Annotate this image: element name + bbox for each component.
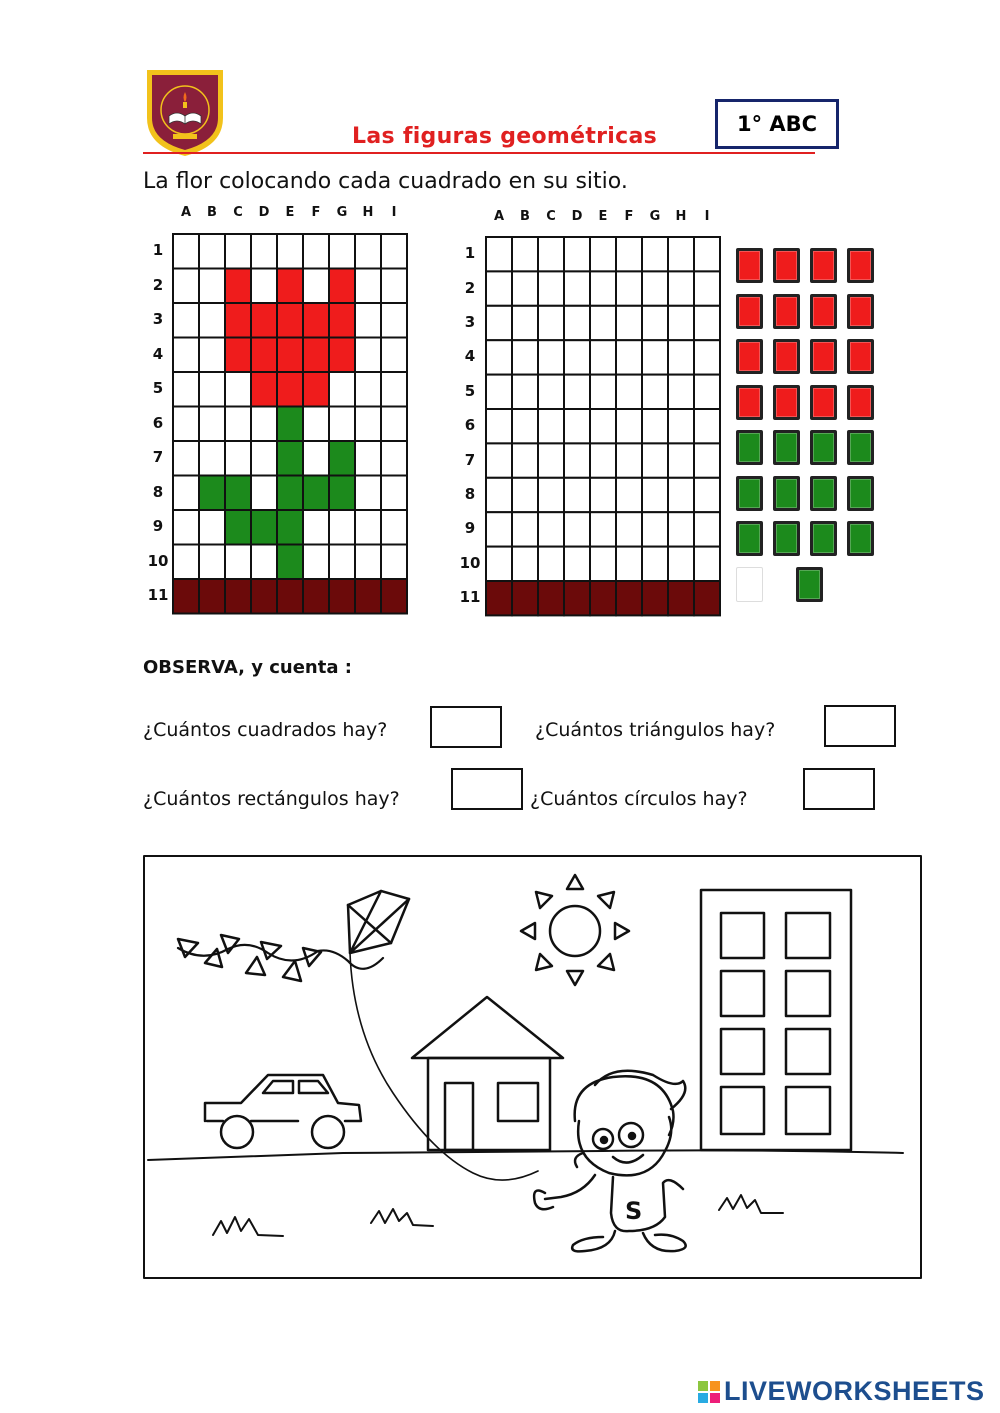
grid-cell[interactable]: [486, 306, 512, 340]
row-label: 11: [147, 586, 169, 605]
grid-cell: [173, 303, 199, 338]
grid-cell[interactable]: [616, 306, 642, 340]
grid-cell[interactable]: [642, 547, 668, 581]
grid-cell[interactable]: [486, 443, 512, 477]
grid-cell[interactable]: [694, 340, 720, 374]
grid-cell: [173, 510, 199, 545]
grid-cell: [251, 303, 277, 338]
green-tile[interactable]: [736, 521, 763, 556]
column-label: G: [649, 209, 661, 224]
grid-cell[interactable]: [486, 409, 512, 443]
column-label: C: [233, 205, 243, 220]
grid-cell: [251, 234, 277, 269]
grid-cell: [381, 338, 407, 373]
grid-cell[interactable]: [590, 409, 616, 443]
column-label: F: [624, 209, 634, 224]
grid-cell[interactable]: [668, 478, 694, 512]
grid-cell[interactable]: [642, 581, 668, 615]
grid-cell: [225, 579, 251, 614]
grid-cell: [329, 510, 355, 545]
row-label: 10: [459, 553, 481, 572]
grid-cell: [251, 269, 277, 304]
grid-cell[interactable]: [538, 271, 564, 305]
grid-cell: [225, 303, 251, 338]
grid-cell: [329, 303, 355, 338]
grid-cell[interactable]: [538, 581, 564, 615]
car: [205, 1075, 361, 1148]
grid-cell[interactable]: [694, 306, 720, 340]
grid-cell: [251, 441, 277, 476]
grid-cell[interactable]: [616, 547, 642, 581]
answer-triangles-input[interactable]: [824, 705, 896, 747]
grid-cell: [199, 510, 225, 545]
grid-cell: [225, 234, 251, 269]
grade-label: 1° ABC: [736, 112, 818, 136]
grid-cell: [303, 579, 329, 614]
column-label: H: [675, 209, 687, 224]
grid-cell: [381, 545, 407, 580]
grid-cell: [199, 303, 225, 338]
grid-cell: [199, 579, 225, 614]
grid-cell[interactable]: [590, 581, 616, 615]
row-label: 9: [464, 519, 476, 538]
grid-cell: [329, 579, 355, 614]
grid-cell: [277, 303, 303, 338]
grid-cell[interactable]: [564, 271, 590, 305]
grid-cell: [173, 407, 199, 442]
grid-cell: [355, 510, 381, 545]
grid-cell[interactable]: [538, 443, 564, 477]
grid-cell: [251, 510, 277, 545]
red-tile[interactable]: [847, 385, 874, 420]
green-tile[interactable]: [736, 430, 763, 465]
grid-cell[interactable]: [486, 512, 512, 546]
grid-cell: [225, 510, 251, 545]
grid-cell: [303, 338, 329, 373]
green-tile[interactable]: [736, 476, 763, 511]
child-with-kite: [534, 1071, 686, 1252]
grid-cell: [173, 269, 199, 304]
red-tile[interactable]: [736, 248, 763, 283]
grid-cell[interactable]: [512, 237, 538, 271]
column-label: D: [571, 209, 583, 224]
grid-cell[interactable]: [538, 375, 564, 409]
observe-heading: OBSERVA, y cuenta :: [143, 657, 352, 678]
grid-cell[interactable]: [694, 512, 720, 546]
grid-cell: [199, 476, 225, 511]
grid-cell: [303, 510, 329, 545]
grid-cell[interactable]: [694, 443, 720, 477]
grid-cell: [355, 372, 381, 407]
grid-cell[interactable]: [512, 512, 538, 546]
grid-cell[interactable]: [486, 581, 512, 615]
grid-cell: [381, 476, 407, 511]
column-label: A: [180, 205, 192, 220]
grid-cell: [225, 269, 251, 304]
grid-cell: [277, 338, 303, 373]
grid-cell[interactable]: [512, 547, 538, 581]
grid-cell: [355, 476, 381, 511]
question-rectangles: ¿Cuántos rectángulos hay?: [143, 788, 400, 810]
grid-cell: [277, 269, 303, 304]
grid-cell[interactable]: [512, 409, 538, 443]
grid-cell[interactable]: [668, 306, 694, 340]
grid-cell[interactable]: [694, 581, 720, 615]
grid-cell[interactable]: [616, 443, 642, 477]
grid-cell: [303, 476, 329, 511]
grid-cell[interactable]: [694, 409, 720, 443]
column-label: H: [362, 205, 374, 220]
tile-palette: [736, 248, 880, 628]
grid-cell[interactable]: [642, 271, 668, 305]
grid-cell: [303, 234, 329, 269]
row-label: 2: [152, 275, 164, 294]
grid-cell: [329, 269, 355, 304]
row-label: 2: [464, 278, 476, 297]
grid-cell[interactable]: [590, 306, 616, 340]
grid-cell: [225, 407, 251, 442]
row-label: 8: [464, 485, 476, 503]
green-tile[interactable]: [773, 476, 800, 511]
green-tile[interactable]: [847, 476, 874, 511]
worksheet-title: Las figuras geométricas: [352, 124, 658, 149]
grid-cell[interactable]: [590, 443, 616, 477]
grid-cell: [199, 545, 225, 580]
sun: [521, 875, 629, 985]
grid-cell: [173, 234, 199, 269]
grid-cell[interactable]: [616, 581, 642, 615]
red-tile[interactable]: [810, 294, 837, 329]
grid-cell: [251, 579, 277, 614]
grid-cell: [303, 269, 329, 304]
grid-cell[interactable]: [668, 271, 694, 305]
grid-cell[interactable]: [564, 409, 590, 443]
grid-cell[interactable]: [538, 409, 564, 443]
grid-cell[interactable]: [486, 478, 512, 512]
row-label: 3: [464, 313, 476, 331]
grid-cell[interactable]: [694, 375, 720, 409]
red-tile[interactable]: [810, 248, 837, 283]
answer-squares-input[interactable]: [430, 706, 502, 748]
house: [412, 997, 563, 1150]
grid-cell[interactable]: [642, 409, 668, 443]
grid-cell[interactable]: [668, 409, 694, 443]
kite: [348, 891, 538, 1180]
row-label: 4: [152, 344, 164, 363]
grid-cell[interactable]: [564, 581, 590, 615]
grid-cell[interactable]: [642, 512, 668, 546]
grid-cell: [303, 545, 329, 580]
grid-cell: [355, 338, 381, 373]
grid-cell[interactable]: [538, 340, 564, 374]
column-label: I: [704, 209, 710, 224]
grid-cell[interactable]: [590, 478, 616, 512]
grid-cell[interactable]: [564, 340, 590, 374]
grid-cell[interactable]: [642, 237, 668, 271]
grid-cell[interactable]: [590, 237, 616, 271]
grid-cell[interactable]: [642, 340, 668, 374]
red-tile[interactable]: [736, 339, 763, 374]
grid-cell: [381, 372, 407, 407]
grid-cell: [355, 234, 381, 269]
grid-cell[interactable]: [564, 443, 590, 477]
row-label: 5: [464, 381, 476, 400]
red-tile[interactable]: [847, 294, 874, 329]
row-label: 11: [459, 588, 481, 607]
grid-cell: [251, 476, 277, 511]
grid-cell[interactable]: [486, 375, 512, 409]
grid-cell: [355, 441, 381, 476]
grid-cell[interactable]: [564, 478, 590, 512]
grid-cell: [199, 338, 225, 373]
grid-cell: [199, 407, 225, 442]
grid-cell[interactable]: [616, 237, 642, 271]
grid-cell: [199, 269, 225, 304]
row-label: 1: [464, 244, 476, 263]
grid-cell[interactable]: [642, 478, 668, 512]
grid-cell[interactable]: [694, 237, 720, 271]
red-tile[interactable]: [773, 294, 800, 329]
column-label: I: [391, 205, 397, 220]
grid-cell: [381, 510, 407, 545]
grid-cell[interactable]: [512, 478, 538, 512]
grid-cell[interactable]: [616, 375, 642, 409]
grid-cell[interactable]: [512, 306, 538, 340]
grid-cell: [329, 372, 355, 407]
grid-cell[interactable]: [616, 271, 642, 305]
grid-cell: [199, 372, 225, 407]
row-label: 6: [464, 416, 476, 435]
red-tile[interactable]: [810, 385, 837, 420]
red-tile[interactable]: [847, 248, 874, 283]
grid-cell: [225, 338, 251, 373]
row-label: 7: [152, 448, 164, 467]
green-tile[interactable]: [773, 521, 800, 556]
question-circles: ¿Cuántos círculos hay?: [530, 788, 748, 810]
grid-cell: [303, 303, 329, 338]
grid-cell[interactable]: [590, 340, 616, 374]
grid-cell[interactable]: [668, 375, 694, 409]
grid-cell[interactable]: [486, 271, 512, 305]
grid-cell: [173, 372, 199, 407]
grid-cell: [329, 338, 355, 373]
grid-cell: [199, 441, 225, 476]
grid-cell[interactable]: [590, 271, 616, 305]
row-label: 3: [152, 310, 164, 329]
grid-cell[interactable]: [538, 237, 564, 271]
grid-cell[interactable]: [694, 271, 720, 305]
red-tile[interactable]: [773, 339, 800, 374]
red-tile[interactable]: [773, 385, 800, 420]
column-label: E: [285, 205, 295, 220]
grid-cell[interactable]: [538, 547, 564, 581]
shapes-scene-illustration: [143, 853, 923, 1280]
grid-cell: [225, 372, 251, 407]
grid-cell: [251, 338, 277, 373]
grid-cell: [381, 579, 407, 614]
green-tile[interactable]: [773, 430, 800, 465]
grid-cell[interactable]: [512, 271, 538, 305]
grid-cell: [225, 476, 251, 511]
column-label: F: [311, 205, 321, 220]
grid-cell[interactable]: [512, 340, 538, 374]
row-label: 10: [147, 551, 169, 570]
grid-cell[interactable]: [668, 443, 694, 477]
grid-cell[interactable]: [668, 237, 694, 271]
row-label: 7: [464, 450, 476, 469]
grid-cell: [173, 441, 199, 476]
school-crest-logo: [143, 66, 227, 158]
grid-cell: [355, 545, 381, 580]
grid-cell: [303, 372, 329, 407]
row-label: 6: [152, 413, 164, 432]
grid-cell: [355, 303, 381, 338]
grade-badge: [715, 99, 839, 149]
brand-name: LIVEWORKSHEETS: [724, 1376, 985, 1406]
grid-cell: [355, 579, 381, 614]
grid-cell: [381, 269, 407, 304]
question-triangles: ¿Cuántos triángulos hay?: [535, 719, 776, 741]
model-flower-grid: [173, 234, 407, 614]
grid-cell[interactable]: [564, 375, 590, 409]
building: [701, 890, 851, 1150]
green-tile[interactable]: [810, 430, 837, 465]
instruction-text: La flor colocando cada cuadrado en su sitio.: [143, 169, 628, 194]
grid-cell[interactable]: [512, 443, 538, 477]
grid-cell[interactable]: [642, 306, 668, 340]
grid-cell[interactable]: [564, 306, 590, 340]
grid-cell: [251, 407, 277, 442]
column-label: E: [598, 209, 608, 224]
red-tile[interactable]: [847, 339, 874, 374]
red-tile[interactable]: [736, 385, 763, 420]
green-tile[interactable]: [810, 476, 837, 511]
grid-cell: [225, 441, 251, 476]
grid-cell: [303, 441, 329, 476]
grid-cell[interactable]: [512, 375, 538, 409]
title-underline: [143, 152, 815, 154]
grid-cell: [303, 407, 329, 442]
grid-cell[interactable]: [538, 478, 564, 512]
grid-cell: [251, 545, 277, 580]
grid-cell: [355, 269, 381, 304]
grid-cell: [277, 545, 303, 580]
answer-flower-grid[interactable]: [486, 237, 720, 615]
grid-cell: [277, 234, 303, 269]
column-label: B: [207, 205, 217, 220]
grid-cell[interactable]: [590, 375, 616, 409]
grid-cell: [277, 510, 303, 545]
grid-cell: [381, 441, 407, 476]
row-label: 1: [152, 241, 164, 260]
grid-cell[interactable]: [694, 478, 720, 512]
grid-cell: [329, 476, 355, 511]
grid-cell: [173, 545, 199, 580]
grid-cell[interactable]: [564, 547, 590, 581]
grid-cell[interactable]: [668, 512, 694, 546]
row-label: 8: [152, 482, 164, 501]
green-tile[interactable]: [810, 521, 837, 556]
grid-cell: [277, 579, 303, 614]
answer-circles-input[interactable]: [803, 768, 875, 810]
grid-cell: [329, 545, 355, 580]
column-label: C: [546, 209, 556, 224]
green-tile[interactable]: [796, 567, 823, 602]
column-label: G: [336, 205, 348, 220]
grid-cell: [381, 234, 407, 269]
grid-cell[interactable]: [564, 512, 590, 546]
grid-cell[interactable]: [564, 237, 590, 271]
grid-cell: [173, 338, 199, 373]
grid-cell: [277, 476, 303, 511]
grid-cell[interactable]: [642, 443, 668, 477]
grid-cell: [329, 407, 355, 442]
column-label: A: [493, 209, 505, 224]
grid-cell[interactable]: [616, 512, 642, 546]
grid-cell: [329, 441, 355, 476]
grid-cell: [277, 372, 303, 407]
grid-cell: [381, 303, 407, 338]
grid-cell[interactable]: [486, 237, 512, 271]
grid-cell: [251, 372, 277, 407]
green-tile[interactable]: [847, 521, 874, 556]
red-tile[interactable]: [736, 294, 763, 329]
grid-cell: [173, 579, 199, 614]
green-tile[interactable]: [847, 430, 874, 465]
grid-cell: [329, 234, 355, 269]
grid-cell[interactable]: [538, 306, 564, 340]
red-tile[interactable]: [810, 339, 837, 374]
row-label: 5: [152, 379, 164, 398]
grid-cell: [199, 234, 225, 269]
grid-cell[interactable]: [512, 581, 538, 615]
grid-cell[interactable]: [538, 512, 564, 546]
grid-cell[interactable]: [590, 547, 616, 581]
question-squares: ¿Cuántos cuadrados hay?: [143, 719, 388, 741]
grid-cell[interactable]: [694, 547, 720, 581]
grid-cell[interactable]: [668, 340, 694, 374]
row-label: 9: [152, 517, 164, 536]
grid-cell: [225, 545, 251, 580]
grid-cell: [381, 407, 407, 442]
answer-rectangles-input[interactable]: [451, 768, 523, 810]
liveworksheets-brand: [697, 1376, 985, 1407]
grid-cell: [277, 441, 303, 476]
column-label: D: [258, 205, 270, 220]
grid-cell[interactable]: [616, 478, 642, 512]
column-label: B: [520, 209, 530, 224]
white-tile[interactable]: [736, 567, 763, 602]
liveworksheets-logo-icon: [697, 1380, 721, 1404]
grid-cell[interactable]: [590, 512, 616, 546]
shirt-letter: S: [625, 1197, 643, 1225]
grid-cell[interactable]: [642, 375, 668, 409]
red-tile[interactable]: [773, 248, 800, 283]
grid-cell[interactable]: [616, 409, 642, 443]
grid-cell: [173, 476, 199, 511]
grid-cell[interactable]: [616, 340, 642, 374]
grid-cell[interactable]: [486, 547, 512, 581]
bunting-flags: [178, 935, 321, 981]
row-label: 4: [464, 347, 476, 366]
grid-cell[interactable]: [668, 547, 694, 581]
grid-cell[interactable]: [668, 581, 694, 615]
grid-cell[interactable]: [486, 340, 512, 374]
grid-cell: [277, 407, 303, 442]
grid-cell: [355, 407, 381, 442]
